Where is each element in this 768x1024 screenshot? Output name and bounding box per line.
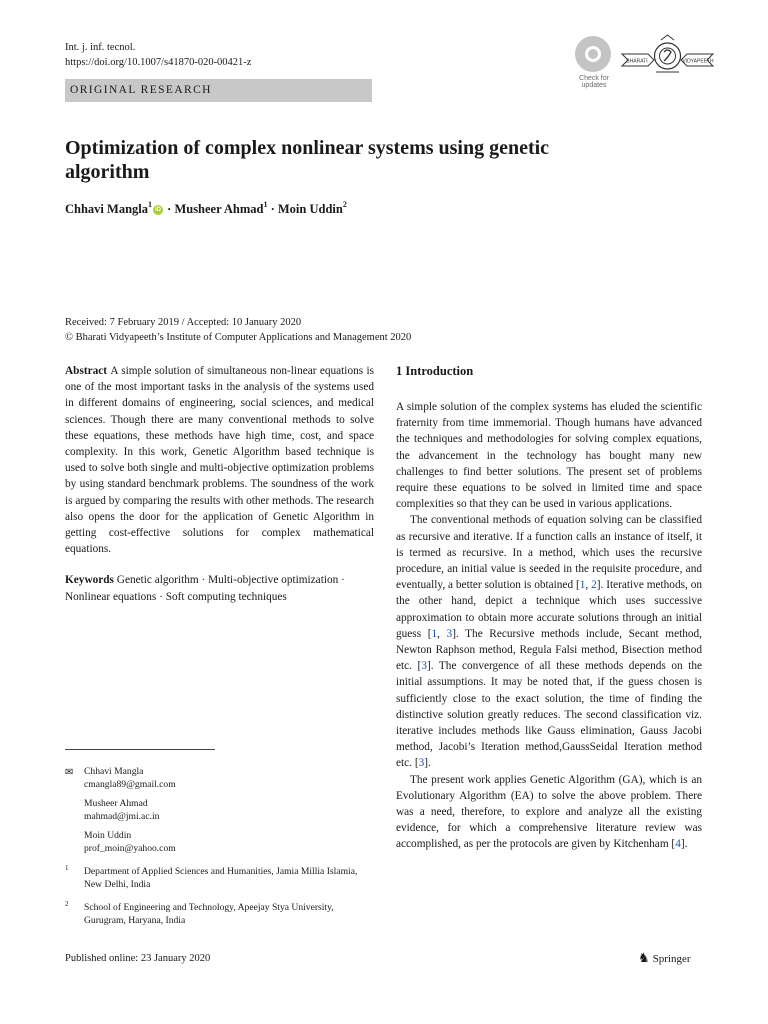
contact-name: Musheer Ahmad [84,798,148,809]
contact-email[interactable]: mahmad@jmi.ac.in [84,811,160,822]
affiliation-text: Department of Applied Sciences and Humanities, Jamia Millia Islamia, New Delhi, India [84,866,358,890]
citation-link[interactable]: 1 [431,627,438,640]
keywords-text: Genetic algorithm · Multi-objective optimization · Nonlinear equations · Soft computing techniques [65,574,345,603]
copyright-notice: © Bharati Vidyapeeth’s Institute of Computer Applications and Management 2020 [65,332,412,343]
text-run: ]. [424,757,431,770]
text-run: , [585,579,592,592]
citation-link[interactable]: 4 [675,838,681,851]
text-run: ]. The convergence of all these methods depends on the initial assumptions. It may be noted that, if the guess chosen is sufficiently close to the exact solution, the time of finding the distinctive solution greatly reduces. The second classification viz. iterative includes methods like Gauss elimination, Gauss Jacobi method, Jacobi’s Iteration method,GaussSeidal Iteration method etc. [ [396,660,703,770]
author-affiliation-mark: 2 [342,200,347,209]
contact-entry [65,829,375,855]
citation-link[interactable]: 1 [579,579,586,592]
journal-name: Int. j. inf. tecnol. [65,42,136,53]
contact-name: Moin Uddin [84,830,132,841]
journal-info [65,40,251,70]
springer-horse-icon: ♞ [638,951,650,966]
bharati-vidyapeeth-logo-icon [620,34,715,79]
affiliation-number: 1 [65,864,69,872]
author-list [65,202,347,217]
author-affiliation-mark: 1 [263,200,268,209]
footnote-divider [65,749,215,750]
text-run: The conventional methods of equation solving can be classified as recursive and iterative. If a function calls an instance of itself, it is termed as recursive. In a method, which uses the recursive procedure, an initial value is seeded in the requisite procedure, and eventually, a better solution is obtained [ [396,514,702,592]
contact-name: Chhavi Mangla [84,766,144,777]
keywords [65,572,374,604]
body-paragraph: A simple solution of the complex systems has eluded the scientific fraternity from time immemorial. Though humans have advanced the techniques and methodologies for solving complex equations, the advancement in the technology has bought many new challenges to find better solutions. The present set of problems require these equations to be solved in limited time and space complexities so that they can be used in various applications. [396,401,702,511]
affiliation-entry [65,865,375,891]
author-name[interactable]: Chhavi Mangla [65,202,149,216]
abstract-label: Abstract [65,365,108,377]
citation-link[interactable]: 3 [446,627,453,640]
envelope-icon: ✉ [65,767,74,778]
keywords-label: Keywords [65,574,114,587]
text-run: ]. Iterative methods, on the other hand, depict a technique which uses successive approximation to obtain more accurate solutions through an initial guess [ [396,579,702,640]
section-heading: 1 Introduction [396,364,474,378]
author-separator: · [164,202,175,216]
contact-entry [65,797,375,823]
author-name[interactable]: Moin Uddin [277,202,343,216]
author-separator: · [267,202,278,216]
received-accepted-dates: Received: 7 February 2019 / Accepted: 10 January 2020 [65,317,302,328]
publisher-name: Springer [652,953,691,965]
body-paragraph [396,772,702,853]
check-for-updates-label: Check for updates [579,75,609,89]
article-dates [65,315,411,345]
author-name[interactable]: Musheer Ahmad [174,202,264,216]
logo-left-word: BHARATI [626,58,648,65]
text-run: ]. The Recursive methods include, Secant method, Newton Raphson method, Regula Falsi method, Bisection method etc. [ [396,627,702,673]
affiliation-entry [65,901,375,927]
contact-entry [65,765,375,791]
published-date: Published online: 23 January 2020 [65,953,211,964]
citation-link[interactable]: 2 [591,579,597,592]
contact-email[interactable]: cmangla89@gmail.com [84,779,176,790]
doi-link[interactable]: https://doi.org/10.1007/s41870-020-00421-z [65,57,252,68]
affiliation-number: 2 [65,900,69,908]
author-affiliation-mark: 1 [148,200,153,209]
text-run: ]. [680,838,688,851]
abstract [65,363,374,557]
affiliation-text: School of Engineering and Technology, Apeejay Stya University, Gurugram, Haryana, India [84,902,334,926]
section-badge: ORIGINAL RESEARCH [65,79,372,102]
citation-link[interactable]: 3 [421,660,427,673]
citation-link[interactable]: 3 [418,757,425,770]
right-column [396,363,702,853]
text-run: The present work applies Genetic Algorithm (GA), which is an Evolutionary Algorithm (EA) to solve the above problem. There was a need, therefore, to explore and analyze all the existing evidence, for which a comprehensive literature review was accomplished, as per the protocols are given by Kitchenham [ [396,773,702,851]
left-column [65,363,374,605]
paper-title: Optimization of complex nonlinear systems using genetic algorithm [65,137,550,183]
check-for-updates-icon[interactable] [575,36,611,72]
publisher-logo[interactable] [638,951,691,966]
contact-email[interactable]: prof_moin@yahoo.com [84,843,176,854]
logo-right-word: VIDYAPEETH [682,58,714,65]
text-run: , [437,627,447,640]
correspondence-block [65,765,375,933]
body-paragraph [396,512,702,771]
abstract-text: A simple solution of simultaneous non-linear equations is one of the most important tasks in the analysis of the systems used in different domains of engineering, social sciences, and medical sciences. Though there are many conventional methods to solve these equations, these methods have high time, cost, and space complexity. In this work, Genetic Algorithm based technique is used to solve both single and multi-objective optimization problems by using standard benchmark problems. The soundness of the work is argued by comparing the results with other methods. The research also opens the door for the application of Genetic Algorithm in getting cost-effective solutions for complex mathematical equations. [65,365,374,556]
orcid-icon[interactable]: iD [155,207,162,214]
